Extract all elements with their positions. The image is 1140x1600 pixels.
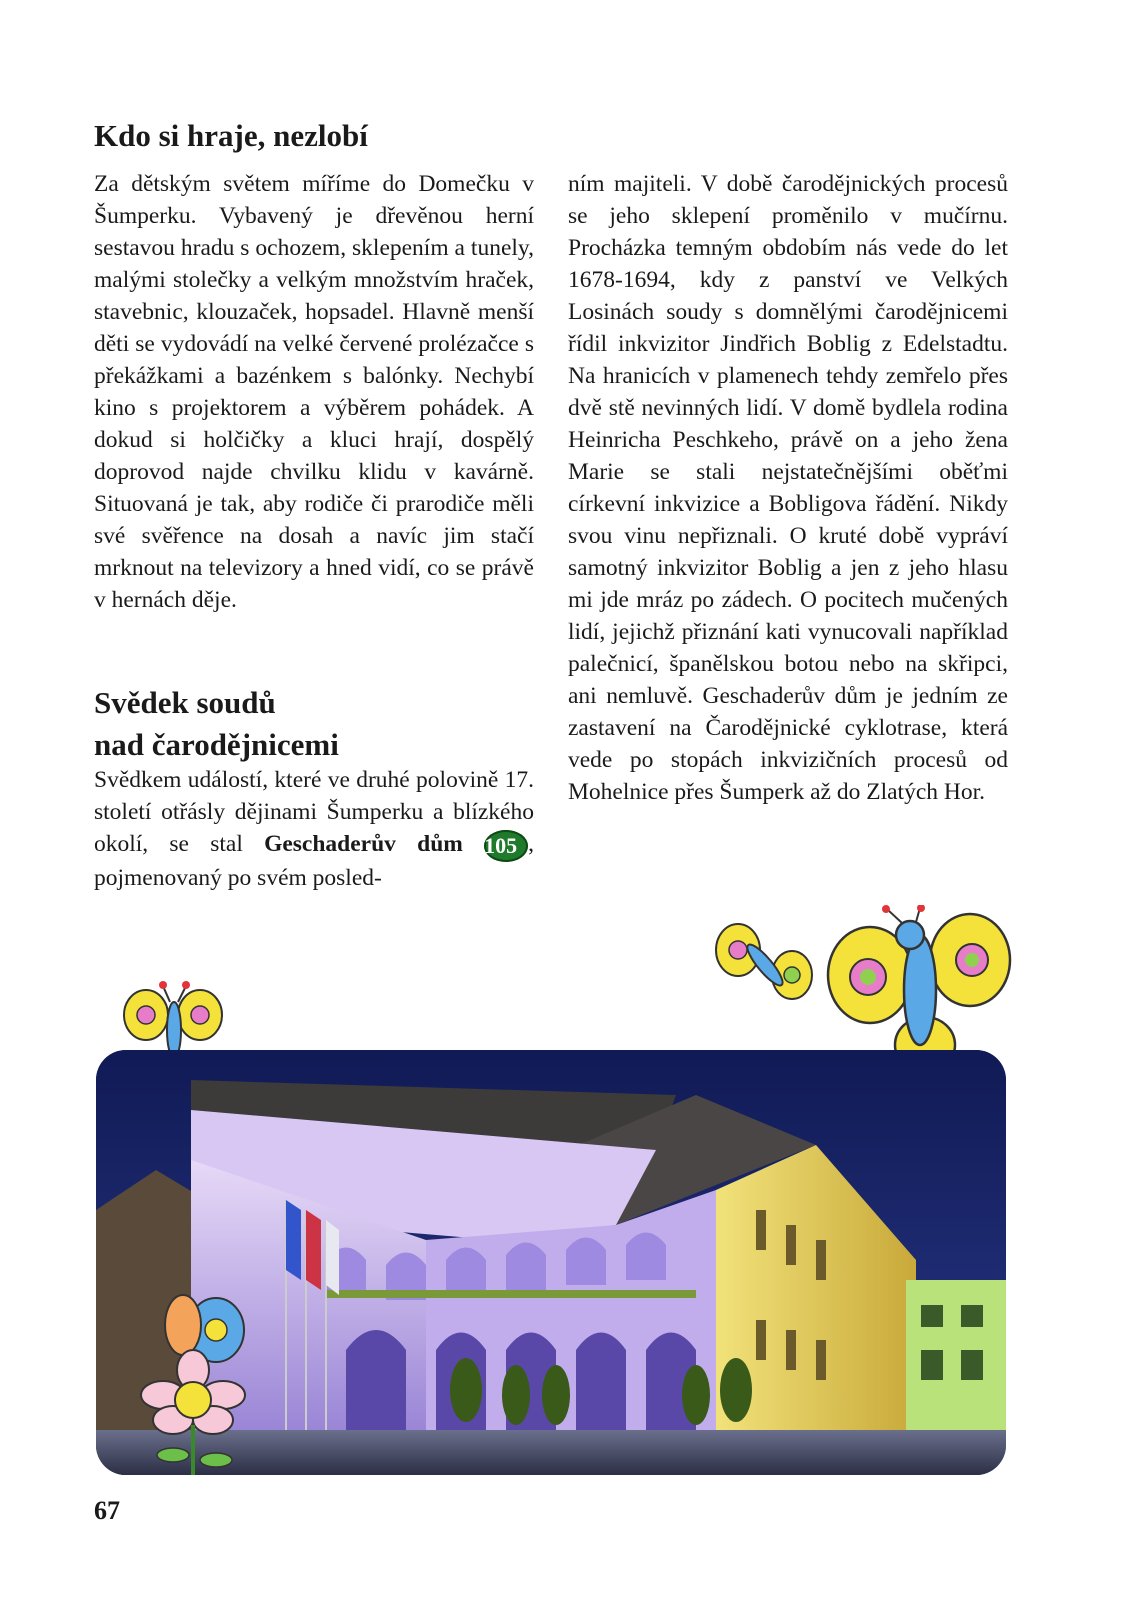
paragraph-witness-intro [94,764,534,894]
witness-intro-text: Svědkem událostí, které ve druhé polovině 17. století otřásly dějinami Šumperku a blízkého okolí, se stal [94,767,534,857]
left-column-lower [94,764,534,894]
house-name: Geschaderův dům [264,831,463,857]
heading-line-2: nad čarodějnicemi [94,727,339,762]
section-heading-play: Kdo si hraje, nezlobí [94,118,368,153]
paragraph-witness-continuation: ním majiteli. V době čarodějnických procesů se jeho sklepení proměnilo v mučírnu. Procházka temným obdobím nás vede do let 1678-1694, kdy z panství ve Velkých Losinách soudy s domnělými čarodějnicemi řídil inkvizitor Jindřich Boblig z Edelstadtu. Na hranicích v plamenech tehdy zemřelo přes dvě stě nevinných lidí. V domě bydlela rodina Heinricha Peschkeho, právě on a jeho žena Marie se stali nejstatečnějšími oběťmi církevní inkvizice a Bobligova řádění. Nikdy svou vinu nepřiznali. O kruté době vypráví samotný inkvizitor Boblig a jen z jeho hlasu mi jde mráz po zádech. O pocitech mučených lidí, jejichž přiznání kati vynucovali například palečnicí, španělskou botou nebo na skřipci, ani nemluvě. Geschaderův dům je jedním ze zastavení na Čarodějnické cyklotrase, která vede po stopách inkvizičních procesů od Mohelnice přes Šumperk až do Zlatých Hor. [568,171,1008,805]
paragraph-play-house: Za dětským světem míříme do Domečku v Šumperku. Vybavený je dřevěnou herní sestavou hradu s ochozem, sklepením a tunely, malými stolečky a velkým množstvím hraček, stavebnic, klouzaček, hopsadel. Hlavně menší děti se vydovádí na velké červené prolézačce s překážkami a bazénkem s balónky. Nechybí kino s projektorem a výběrem pohádek. A dokud si holčičky a kluci hrají, dospělý doprovod najde chvilku klidu v kavárně. Situovaná je tak, aby rodiče či prarodiče měli své svěřence na dosah a navíc jim stačí mrknout na televizory a hned vidí, co se právě v hernách děje. [94,171,534,613]
section-heading-witness [94,682,554,766]
flower-icon [128,1275,258,1475]
witness-intro-end: , pojmenovaný po svém posled- [94,831,534,891]
page-number: 67 [94,1496,120,1525]
butterfly-icon [710,920,820,1015]
right-column [568,168,1008,808]
heading-line-1: Svědek soudů [94,685,276,720]
location-number-badge: 105 [484,830,528,862]
left-column [94,168,534,616]
